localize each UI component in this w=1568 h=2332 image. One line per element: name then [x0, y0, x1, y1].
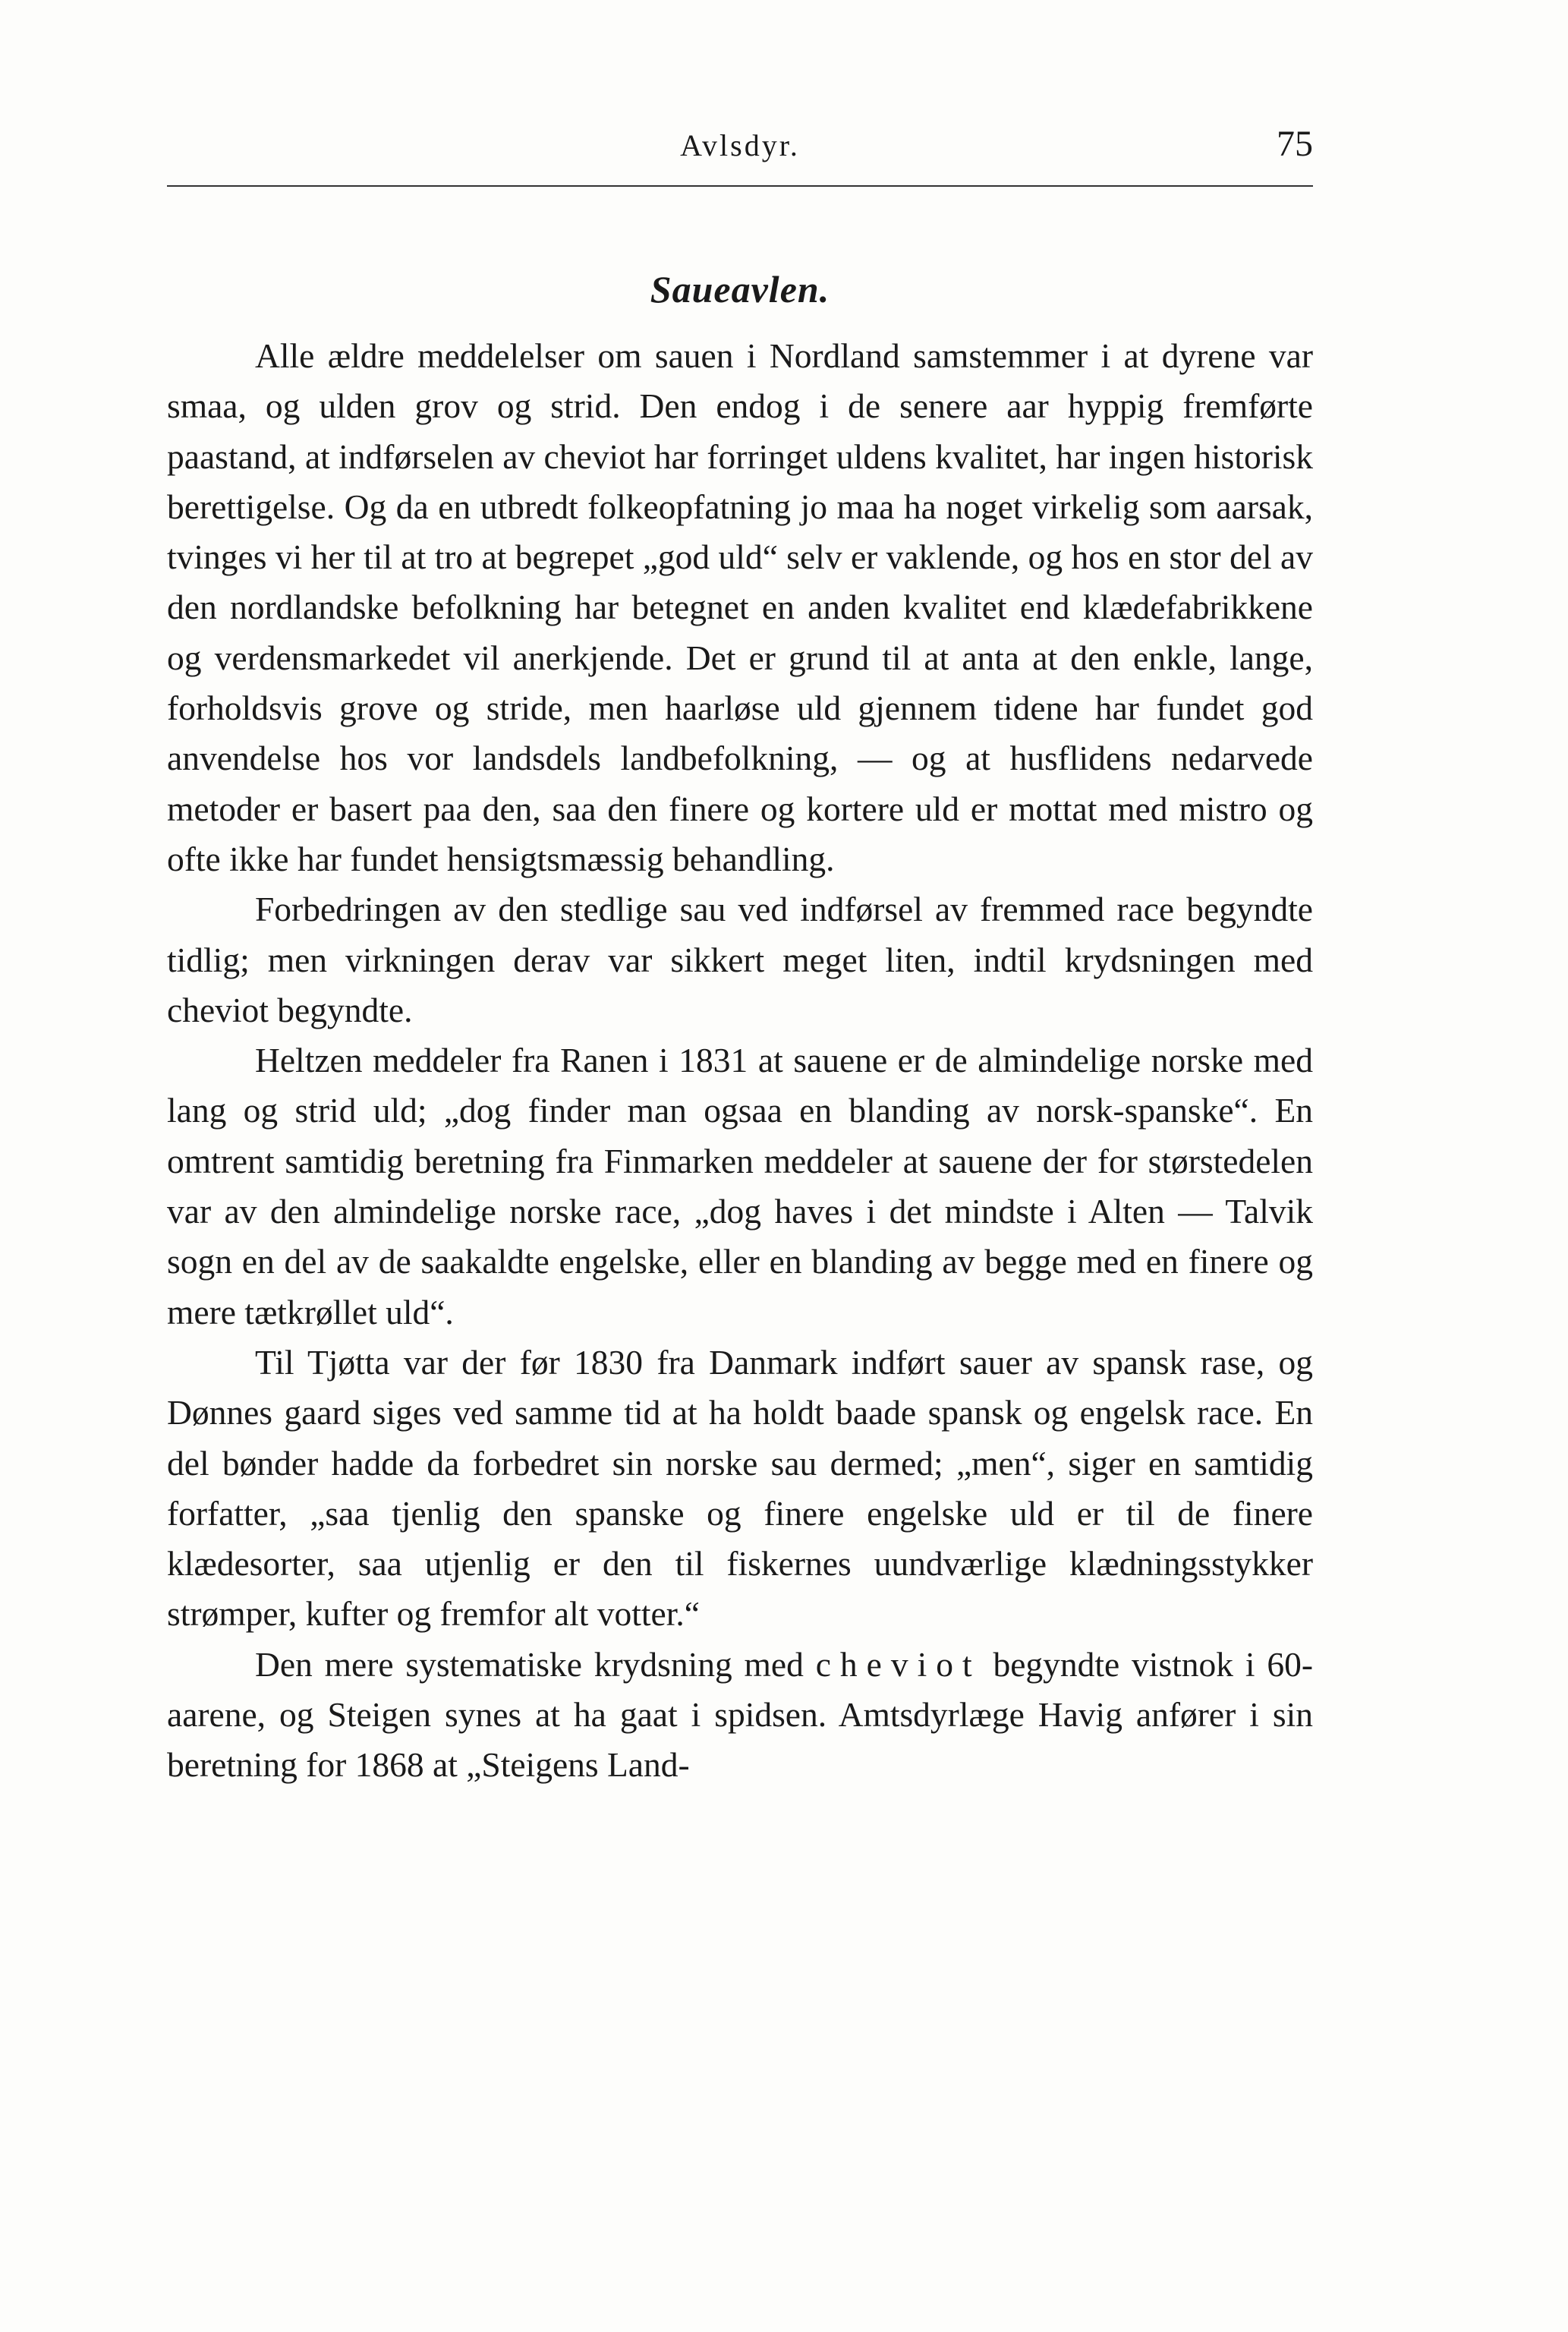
paragraph-5	[167, 1640, 1313, 1791]
paragraph-1: Alle ældre meddelelser om sauen i Nordland samstemmer i at dyrene var smaa, og ulden grov og strid. Den endog i de senere aar hyppig fremførte paastand, at indførselen av cheviot har forringet uldens kvalitet, har ingen historisk berettigelse. Og da en utbredt folkeopfatning jo maa ha noget virkelig som aarsak, tvinges vi her til at tro at begrepet „god uld“ selv er vaklende, og hos en stor del av den nordlandske befolkning har betegnet en anden kvalitet end klædefabrikkene og verdensmarkedet vil anerkjende. Det er grund til at anta at den enkle, lange, forholdsvis grove og stride, men haarløse uld gjennem tidene har fundet god anvendelse hos vor landsdels landbefolkning, — og at husflidens nedarvede metoder er basert paa den, saa den finere og kortere uld er mottat med mistro og ofte ikke har fundet hensigtsmæssig behandling.	[167, 336, 1313, 878]
paragraph-4: Til Tjøtta var der før 1830 fra Danmark indført sauer av spansk rase, og Dønnes gaard siges ved samme tid at ha holdt baade spansk og engelsk race. En del bønder hadde da forbedret sin norske sau dermed; „men“, siger en samtidig forfatter, „saa tjenlig den spanske og finere engelske uld er til de finere klædesorter, saa utjenlig er den til fiskernes uundværlige klædningsstykker strømper, kufter og fremfor alt votter.“	[167, 1342, 1313, 1634]
paragraph-2: Forbedringen av den stedlige sau ved indførsel av fremmed race begyndte tidlig; men virkningen derav var sikkert meget liten, indtil krydsningen med cheviot begyndte.	[167, 890, 1313, 1029]
section-title: Saueavlen.	[650, 268, 830, 310]
paragraph-3: Heltzen meddeler fra Ranen i 1831 at sauene er de almindelige norske med lang og strid uld; „dog finder man ogsaa en blanding av norsk-spanske“. En omtrent samtidig beretning fra Finmarken meddeler at sauene der for størstedelen var av den almindelige norske race, „dog haves i det mindste i Alten — Talvik sogn en del av de saakaldte engelske, eller en blanding av begge med en finere og mere tætkrøllet uld“.	[167, 1041, 1313, 1331]
paragraph-5-start: Den mere systematiske krydsning med	[255, 1644, 816, 1684]
page-number: 75	[1277, 124, 1313, 164]
running-title: Avlsdyr.	[680, 128, 800, 162]
paragraph-5-end: begyndte vistnok i 60-aarene, og Steigen synes at ha gaat i spidsen. Amtsdyrlæge Havig anfører i sin beretning for 1868 at „Steigens Land-	[167, 1644, 1313, 1785]
emphasis-cheviot: cheviot	[815, 1644, 981, 1684]
body-text	[167, 331, 1313, 1791]
running-head	[167, 114, 1313, 182]
header-rule	[167, 185, 1313, 187]
